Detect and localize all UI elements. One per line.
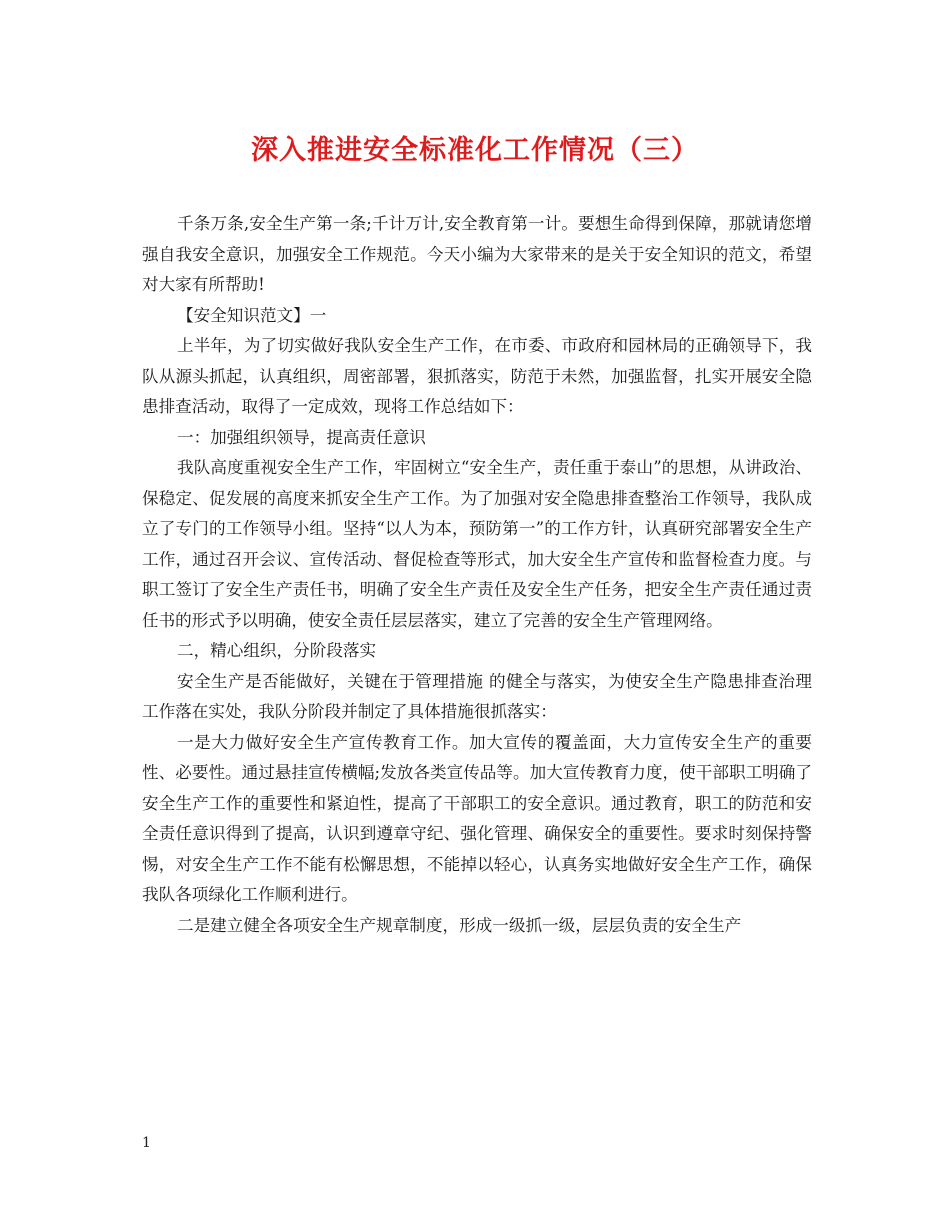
- section-heading-sample-one: 【安全知识范文】一: [177, 305, 327, 325]
- section-heading-organization: 二，精心组织，分阶段落实: [177, 641, 377, 660]
- paragraph-organization: 安全生产是否能做好，关键在于管理措施 的健全与落实，为使安全生产隐患排查治理工作落在实处，我队分阶段并制定了具体措施很抓落实：: [142, 671, 812, 721]
- paragraph-education: 一是大力做好安全生产宣传教育工作。加大宣传的覆盖面，大力宣传安全生产的重要性、必要性。通过悬挂宣传横幅;发放各类宣传品等。加大宣传教育力度，使干部职工明确了安全生产工作的重要性和紧迫性，提高了干部职工的安全意识。通过教育，职工的防范和安全责任意识得到了提高，认识到遵章守纪、强化管理、确保安全的重要性。要求时刻保持警惕，对安全生产工作不能有松懈思想，不能掉以轻心，认真务实地做好安全生产工作，确保我队各项绿化工作顺利进行。: [142, 732, 812, 904]
- section-heading-leadership: 一：加强组织领导，提高责任意识: [177, 427, 426, 447]
- paragraph-summary: 上半年，为了切实做好我队安全生产工作，在市委、市政府和园林局的正确领导下，我队从源头抓起，认真组织，周密部署，狠抓落实，防范于未然，加强监督，扎实开展安全隐患排查活动，取得了一定成效，现将工作总结如下：: [142, 336, 812, 416]
- document-body: [142, 209, 812, 941]
- page-number: 1: [142, 1135, 151, 1151]
- paragraph-regulations: 二是建立健全各项安全生产规章制度，形成一级抓一级，层层负责的安全生产: [177, 915, 742, 935]
- paragraph-leadership: 我队高度重视安全生产工作，牢固树立“安全生产，责任重于泰山”的思想，从讲政治、保稳定、促发展的高度来抓安全生产工作。为了加强对安全隐患排查整治工作领导，我队成立了专门的工作领导小组。坚持“以人为本，预防第一”的工作方针，认真研究部署安全生产工作，通过召开会议、宣传活动、督促检查等形式，加大安全生产宣传和监督检查力度。与职工签订了安全生产责任书，明确了安全生产责任及安全生产任务，把安全生产责任通过责任书的形式予以明确，使安全责任层层落实，建立了完善的安全生产管理网络。: [142, 458, 812, 630]
- paragraph-intro: 千条万条,安全生产第一条;千计万计,安全教育第一计。要想生命得到保障，那就请您增强自我安全意识，加强安全工作规范。今天小编为大家带来的是关于安全知识的范文，希望对大家有所帮助!: [142, 214, 812, 294]
- document-title: 深入推进安全标准化工作情况（三）: [251, 135, 699, 166]
